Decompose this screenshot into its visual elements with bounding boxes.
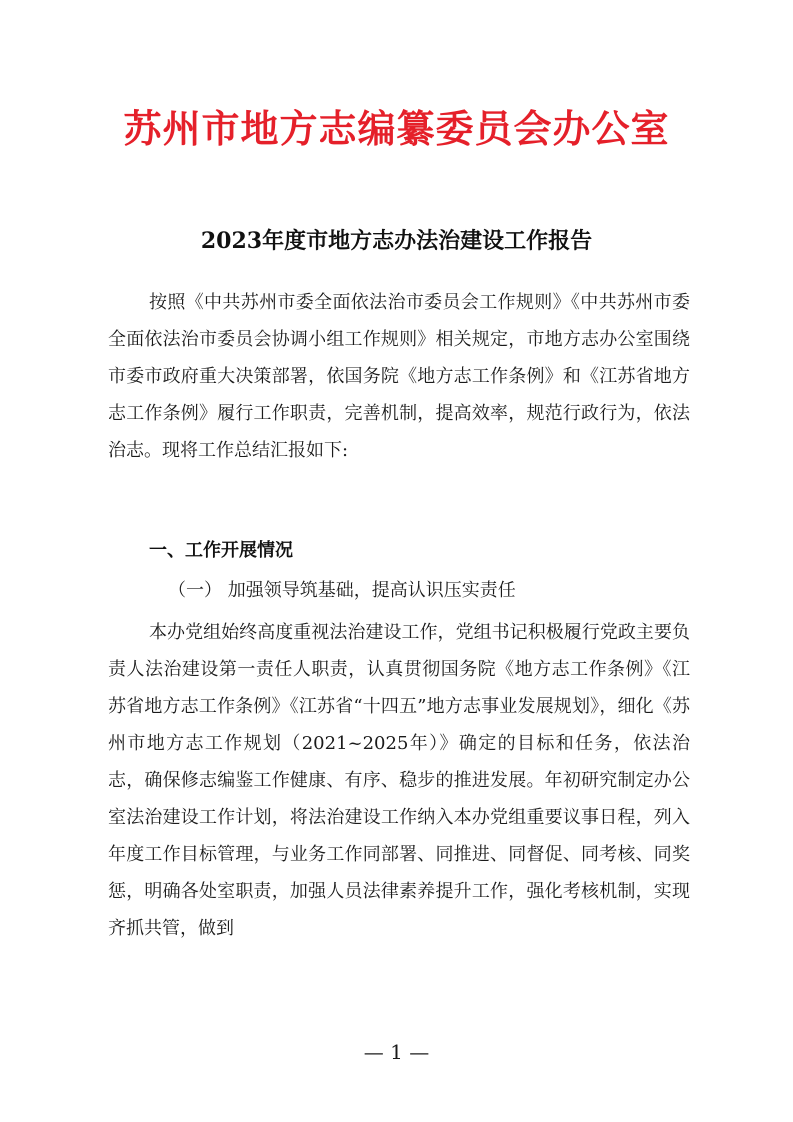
letterhead-org-name: 苏州市地方志编纂委员会办公室 [123, 106, 670, 151]
page-number: — 1 — [363, 1040, 430, 1064]
document-title: 2023年度市地方志办法治建设工作报告 [200, 228, 593, 254]
section-heading: 一、工作开展情况 [149, 540, 293, 561]
intro-paragraph: 按照《中共苏州市委全面依法治市委员会工作规则》《中共苏州市委全面依法治市委员会协调小组工作规则》相关规定，市地方志办公室围绕市委市政府重大决策部署，依国务院《地方志工作条例》和《江苏省地方志工作条例》履行工作职责，完善机制，提高效率，规范行政行为，依法治志。现将工作总结汇报如下: [108, 292, 690, 461]
subsection-paragraph-block [108, 614, 690, 947]
intro-paragraph-block [108, 284, 690, 469]
subsection-paragraph: 本办党组始终高度重视法治建设工作，党组书记积极履行党政主要负责人法治建设第一责任人职责，认真贯彻国务院《地方志工作条例》《江苏省地方志工作条例》《江苏省“十四五”地方志事业发展规划》，细化《苏州市地方志工作规划（2021~2025年）》确定的目标和任务，依法治志，确保修志编鉴工作健康、有序、稳步的推进发展。年初研究制定办公室法治建设工作计划，将法治建设工作纳入本办党组重要议事日程，列入年度工作目标管理，与业务工作同部署、同推进、同督促、同考核、同奖惩，明确各处室职责，加强人员法律素养提升工作，强化考核机制，实现齐抓共管，做到 [108, 622, 690, 939]
subsection-heading: （一） 加强领导筑基础，提高认识压实责任 [168, 580, 516, 601]
